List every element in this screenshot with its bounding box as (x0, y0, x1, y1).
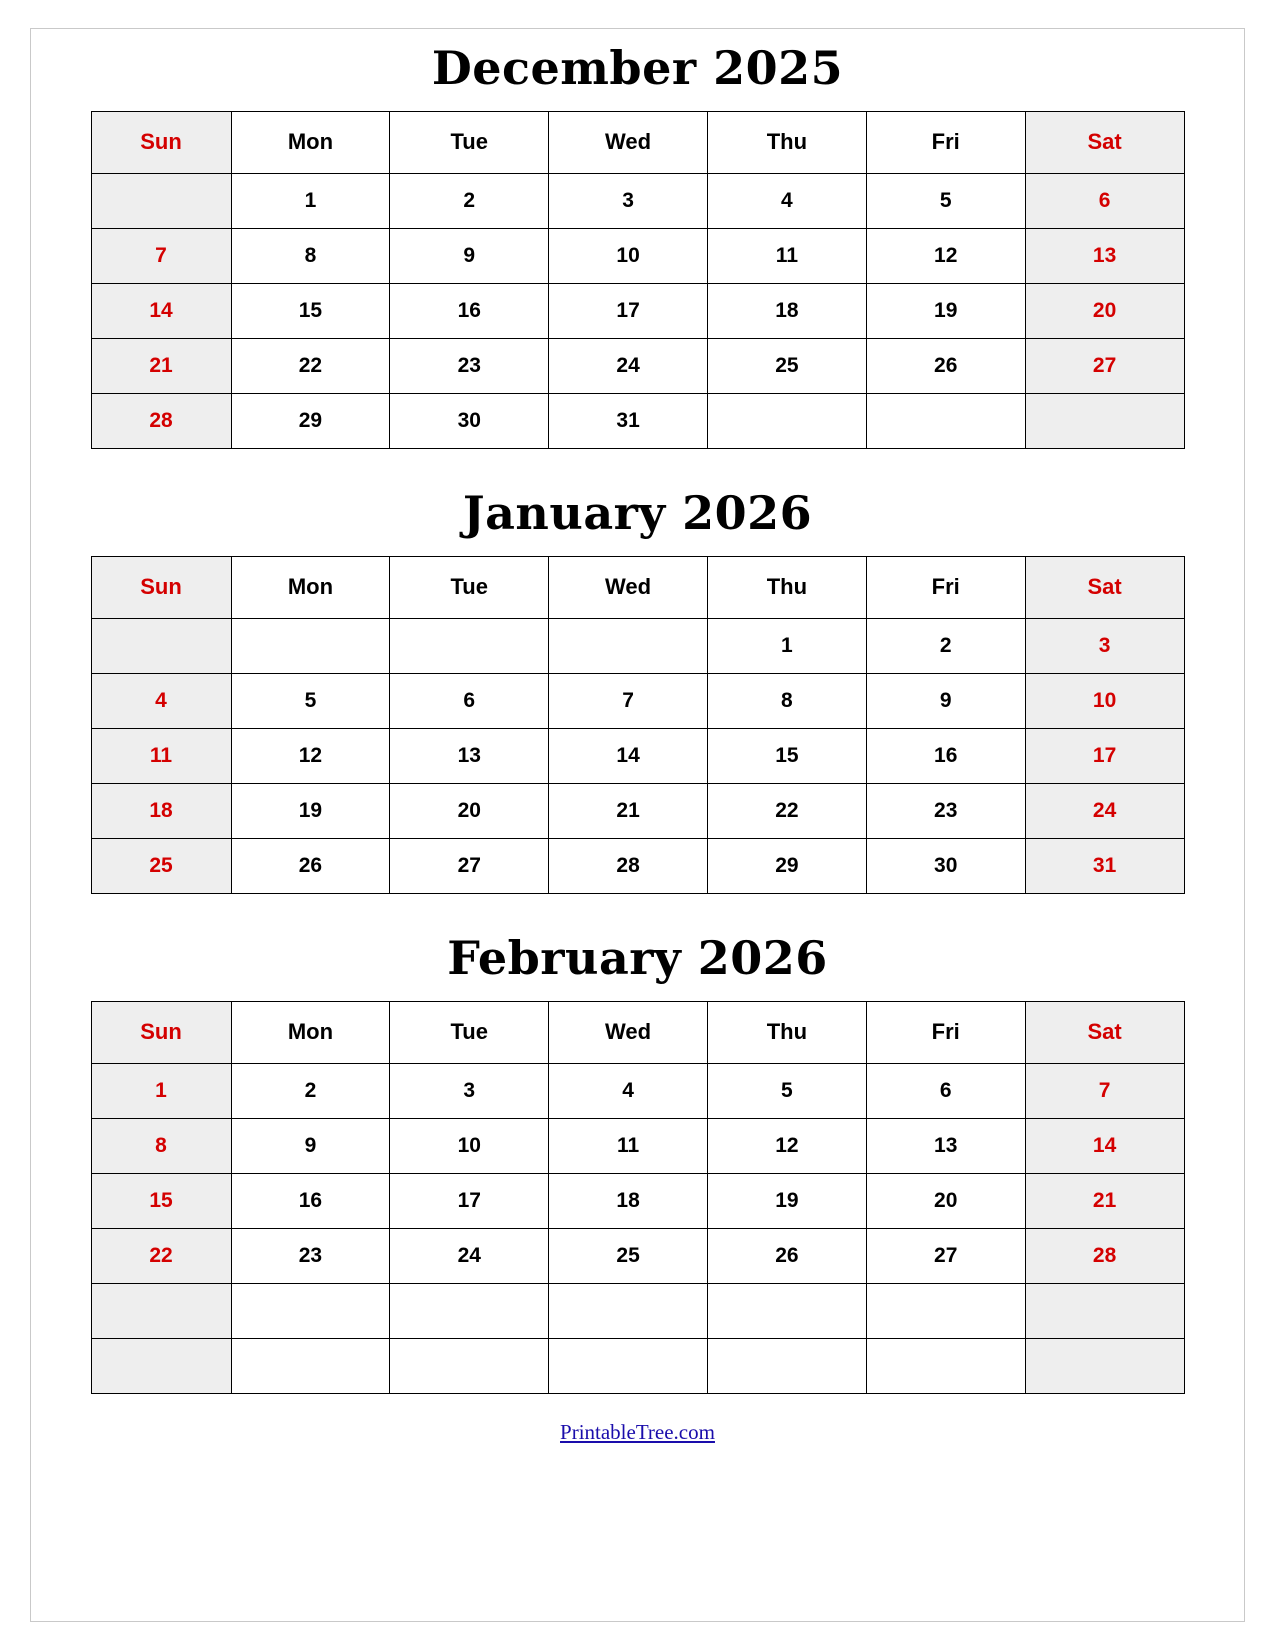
day-cell (390, 618, 549, 673)
day-cell: 8 (91, 1118, 231, 1173)
day-cell: 24 (1025, 783, 1184, 838)
day-cell: 2 (231, 1063, 390, 1118)
day-cell: 9 (231, 1118, 390, 1173)
day-cell: 14 (91, 283, 231, 338)
day-cell: 12 (866, 228, 1025, 283)
day-cell: 11 (91, 728, 231, 783)
day-cell: 3 (549, 173, 708, 228)
day-cell: 15 (231, 283, 390, 338)
weekday-header-fri: Fri (866, 111, 1025, 173)
day-cell (866, 1283, 1025, 1338)
day-cell: 4 (707, 173, 866, 228)
weekday-header-sun: Sun (91, 556, 231, 618)
day-cell: 27 (390, 838, 549, 893)
day-cell: 14 (549, 728, 708, 783)
day-cell: 31 (1025, 838, 1184, 893)
day-cell: 12 (231, 728, 390, 783)
day-cell: 10 (1025, 673, 1184, 728)
day-cell: 1 (707, 618, 866, 673)
day-cell: 1 (91, 1063, 231, 1118)
day-cell: 20 (390, 783, 549, 838)
weekday-header-row (91, 111, 1184, 173)
weekday-header-fri: Fri (866, 1001, 1025, 1063)
day-cell: 19 (231, 783, 390, 838)
month-title-february: February 2026 (447, 930, 828, 985)
footer (76, 1420, 1199, 1445)
calendar-table-december (91, 111, 1185, 449)
week-row (91, 283, 1184, 338)
day-cell (91, 1338, 231, 1393)
weekday-header-wed: Wed (549, 1001, 708, 1063)
day-cell: 1 (231, 173, 390, 228)
day-cell: 11 (549, 1118, 708, 1173)
day-cell (91, 618, 231, 673)
day-cell (91, 173, 231, 228)
weekday-header-wed: Wed (549, 556, 708, 618)
day-cell: 11 (707, 228, 866, 283)
day-cell: 23 (866, 783, 1025, 838)
weekday-header-mon: Mon (231, 111, 390, 173)
month-block-december (76, 42, 1199, 449)
day-cell: 26 (231, 838, 390, 893)
day-cell: 8 (707, 673, 866, 728)
week-row (91, 783, 1184, 838)
day-cell: 17 (549, 283, 708, 338)
day-cell: 31 (549, 393, 708, 448)
month-title-december: December 2025 (431, 41, 844, 95)
day-cell: 6 (1025, 173, 1184, 228)
week-row (91, 393, 1184, 448)
day-cell: 4 (549, 1063, 708, 1118)
day-cell (549, 1283, 708, 1338)
week-row (91, 228, 1184, 283)
day-cell: 8 (231, 228, 390, 283)
day-cell: 20 (1025, 283, 1184, 338)
day-cell (390, 1338, 549, 1393)
day-cell: 21 (549, 783, 708, 838)
day-cell: 18 (707, 283, 866, 338)
week-row (91, 1338, 1184, 1393)
day-cell (91, 1283, 231, 1338)
weekday-header-row (91, 556, 1184, 618)
day-cell: 19 (866, 283, 1025, 338)
day-cell: 26 (707, 1228, 866, 1283)
day-cell: 28 (1025, 1228, 1184, 1283)
day-cell: 6 (390, 673, 549, 728)
day-cell (549, 1338, 708, 1393)
day-cell (707, 393, 866, 448)
day-cell: 25 (549, 1228, 708, 1283)
weekday-header-sun: Sun (91, 111, 231, 173)
weekday-header-row (91, 1001, 1184, 1063)
day-cell: 17 (390, 1173, 549, 1228)
day-cell (231, 1338, 390, 1393)
day-cell: 23 (390, 338, 549, 393)
day-cell (707, 1338, 866, 1393)
day-cell: 21 (1025, 1173, 1184, 1228)
week-row (91, 1063, 1184, 1118)
weekday-header-mon: Mon (231, 1001, 390, 1063)
day-cell: 2 (390, 173, 549, 228)
day-cell (390, 1283, 549, 1338)
day-cell: 25 (707, 338, 866, 393)
week-row (91, 338, 1184, 393)
day-cell: 27 (1025, 338, 1184, 393)
weekday-header-thu: Thu (707, 556, 866, 618)
day-cell: 22 (91, 1228, 231, 1283)
day-cell (707, 1283, 866, 1338)
day-cell: 20 (866, 1173, 1025, 1228)
day-cell: 7 (91, 228, 231, 283)
day-cell: 5 (866, 173, 1025, 228)
day-cell: 7 (549, 673, 708, 728)
day-cell: 27 (866, 1228, 1025, 1283)
day-cell (1025, 393, 1184, 448)
month-block-january (76, 487, 1199, 894)
day-cell: 21 (91, 338, 231, 393)
day-cell: 9 (390, 228, 549, 283)
day-cell: 4 (91, 673, 231, 728)
weekday-header-thu: Thu (707, 111, 866, 173)
week-row (91, 1228, 1184, 1283)
day-cell (549, 618, 708, 673)
day-cell (1025, 1283, 1184, 1338)
day-cell: 24 (390, 1228, 549, 1283)
week-row (91, 838, 1184, 893)
day-cell: 26 (866, 338, 1025, 393)
day-cell: 19 (707, 1173, 866, 1228)
printabletree-link[interactable]: PrintableTree.com (560, 1419, 715, 1444)
day-cell: 15 (91, 1173, 231, 1228)
week-row (91, 1283, 1184, 1338)
day-cell: 16 (390, 283, 549, 338)
day-cell: 25 (91, 838, 231, 893)
day-cell: 29 (231, 393, 390, 448)
weekday-header-sat: Sat (1025, 111, 1184, 173)
week-row (91, 173, 1184, 228)
day-cell: 17 (1025, 728, 1184, 783)
weekday-header-tue: Tue (390, 556, 549, 618)
day-cell: 13 (1025, 228, 1184, 283)
weekday-header-mon: Mon (231, 556, 390, 618)
weekday-header-tue: Tue (390, 111, 549, 173)
day-cell: 3 (1025, 618, 1184, 673)
day-cell: 3 (390, 1063, 549, 1118)
weekday-header-sat: Sat (1025, 1001, 1184, 1063)
day-cell: 15 (707, 728, 866, 783)
day-cell: 14 (1025, 1118, 1184, 1173)
weekday-header-wed: Wed (549, 111, 708, 173)
day-cell: 18 (549, 1173, 708, 1228)
day-cell: 5 (231, 673, 390, 728)
week-row (91, 1173, 1184, 1228)
week-row (91, 1118, 1184, 1173)
weekday-header-sat: Sat (1025, 556, 1184, 618)
day-cell: 16 (866, 728, 1025, 783)
calendar-table-january (91, 556, 1185, 894)
day-cell: 30 (390, 393, 549, 448)
day-cell: 28 (549, 838, 708, 893)
day-cell: 10 (549, 228, 708, 283)
weekday-header-fri: Fri (866, 556, 1025, 618)
day-cell: 23 (231, 1228, 390, 1283)
day-cell: 9 (866, 673, 1025, 728)
day-cell (866, 393, 1025, 448)
day-cell (866, 1338, 1025, 1393)
day-cell: 13 (390, 728, 549, 783)
day-cell: 12 (707, 1118, 866, 1173)
day-cell: 22 (231, 338, 390, 393)
week-row (91, 673, 1184, 728)
week-row (91, 728, 1184, 783)
weekday-header-tue: Tue (390, 1001, 549, 1063)
day-cell: 13 (866, 1118, 1025, 1173)
weekday-header-sun: Sun (91, 1001, 231, 1063)
day-cell: 10 (390, 1118, 549, 1173)
day-cell (1025, 1338, 1184, 1393)
day-cell: 28 (91, 393, 231, 448)
day-cell: 29 (707, 838, 866, 893)
day-cell: 2 (866, 618, 1025, 673)
day-cell (231, 618, 390, 673)
month-title-january: January 2026 (462, 485, 813, 540)
week-row (91, 618, 1184, 673)
day-cell: 22 (707, 783, 866, 838)
month-block-february (76, 932, 1199, 1394)
day-cell: 7 (1025, 1063, 1184, 1118)
day-cell: 16 (231, 1173, 390, 1228)
day-cell: 30 (866, 838, 1025, 893)
day-cell: 5 (707, 1063, 866, 1118)
calendar-content (30, 28, 1245, 1445)
weekday-header-thu: Thu (707, 1001, 866, 1063)
day-cell: 6 (866, 1063, 1025, 1118)
calendar-table-february (91, 1001, 1185, 1394)
day-cell (231, 1283, 390, 1338)
day-cell: 24 (549, 338, 708, 393)
day-cell: 18 (91, 783, 231, 838)
